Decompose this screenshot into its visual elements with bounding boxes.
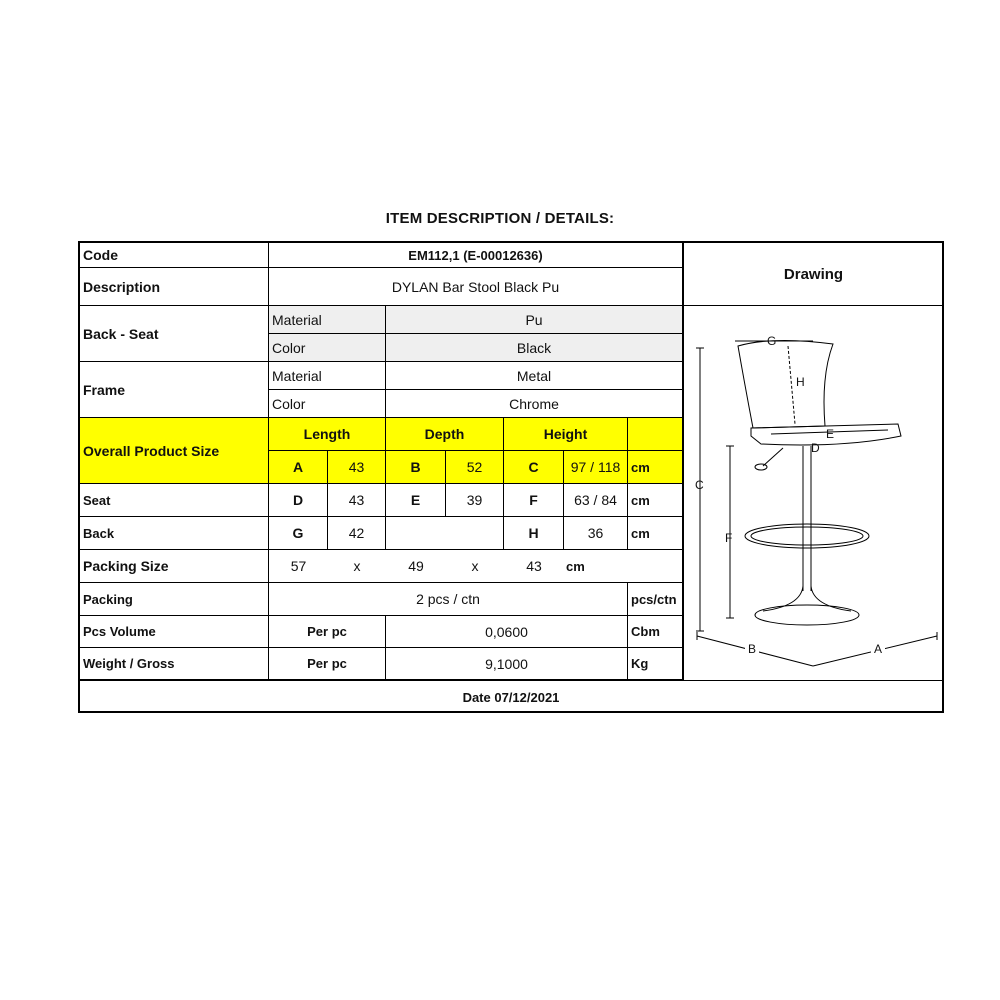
f-label: F (504, 484, 564, 517)
back-seat-label: Back - Seat (80, 306, 269, 362)
overall-size-label: Overall Product Size (80, 418, 269, 484)
description-value: DYLAN Bar Stool Black Pu (269, 268, 683, 306)
e-value: 39 (446, 484, 504, 517)
label-e: E (826, 427, 835, 441)
weight-unit: Kg (628, 648, 683, 680)
code-value: EM112,1 (E-00012636) (269, 243, 683, 268)
b-value: 52 (446, 451, 504, 484)
pcs-volume-per: Per pc (269, 616, 386, 648)
back-seat-color-label: Color (269, 334, 386, 362)
stool-drawing-svg (683, 306, 944, 680)
weight-label: Weight / Gross (80, 648, 269, 680)
seat-label: Seat (80, 484, 269, 517)
back-blank (386, 517, 504, 550)
label-h: H (796, 375, 805, 389)
back-seat-material-value: Pu (386, 306, 683, 334)
drawing-divider (683, 243, 684, 680)
g-value: 42 (328, 517, 386, 550)
drawing-title: Drawing (683, 243, 944, 306)
back-seat-material-label: Material (269, 306, 386, 334)
label-g: G (767, 334, 777, 348)
back-unit: cm (628, 517, 683, 550)
code-label: Code (80, 243, 269, 268)
packing-size-label: Packing Size (80, 550, 269, 583)
pcs-volume-label: Pcs Volume (80, 616, 269, 648)
packing-size-unit: cm (564, 550, 683, 583)
pcs-volume-value: 0,0600 (386, 616, 628, 648)
packing-label: Packing (80, 583, 269, 616)
overall-blank (628, 418, 683, 451)
d-label: D (269, 484, 328, 517)
frame-color-value: Chrome (386, 390, 683, 418)
label-b: B (748, 642, 757, 656)
packing-size-x2: x (446, 550, 504, 583)
packing-size-length: 57 (269, 550, 328, 583)
e-label: E (386, 484, 446, 517)
frame-label: Frame (80, 362, 269, 418)
a-value: 43 (328, 451, 386, 484)
weight-value: 9,1000 (386, 648, 628, 680)
label-f: F (725, 531, 733, 545)
length-header: Length (269, 418, 386, 451)
weight-per: Per pc (269, 648, 386, 680)
depth-header: Depth (386, 418, 504, 451)
date-footer: Date 07/12/2021 (80, 680, 942, 713)
page-heading: ITEM DESCRIPTION / DETAILS: (385, 210, 615, 227)
h-value: 36 (564, 517, 628, 550)
label-d: D (811, 441, 820, 455)
overall-unit: cm (628, 451, 683, 484)
packing-unit: pcs/ctn (628, 583, 683, 616)
packing-size-x1: x (328, 550, 386, 583)
d-value: 43 (328, 484, 386, 517)
packing-value: 2 pcs / ctn (269, 583, 628, 616)
a-label: A (269, 451, 328, 484)
c-label: C (504, 451, 564, 484)
frame-material-value: Metal (386, 362, 683, 390)
back-seat-color-value: Black (386, 334, 683, 362)
frame-color-label: Color (269, 390, 386, 418)
frame-material-label: Material (269, 362, 386, 390)
f-value: 63 / 84 (564, 484, 628, 517)
back-label: Back (80, 517, 269, 550)
g-label: G (269, 517, 328, 550)
height-header: Height (504, 418, 628, 451)
stool-drawing (683, 306, 944, 680)
label-a: A (874, 642, 883, 656)
seat-unit: cm (628, 484, 683, 517)
label-c: C (695, 478, 704, 492)
description-label: Description (80, 268, 269, 306)
c-value: 97 / 118 (564, 451, 628, 484)
pcs-volume-unit: Cbm (628, 616, 683, 648)
b-label: B (386, 451, 446, 484)
packing-size-width: 49 (386, 550, 446, 583)
h-label: H (504, 517, 564, 550)
spec-sheet (78, 241, 944, 713)
packing-size-height: 43 (504, 550, 564, 583)
